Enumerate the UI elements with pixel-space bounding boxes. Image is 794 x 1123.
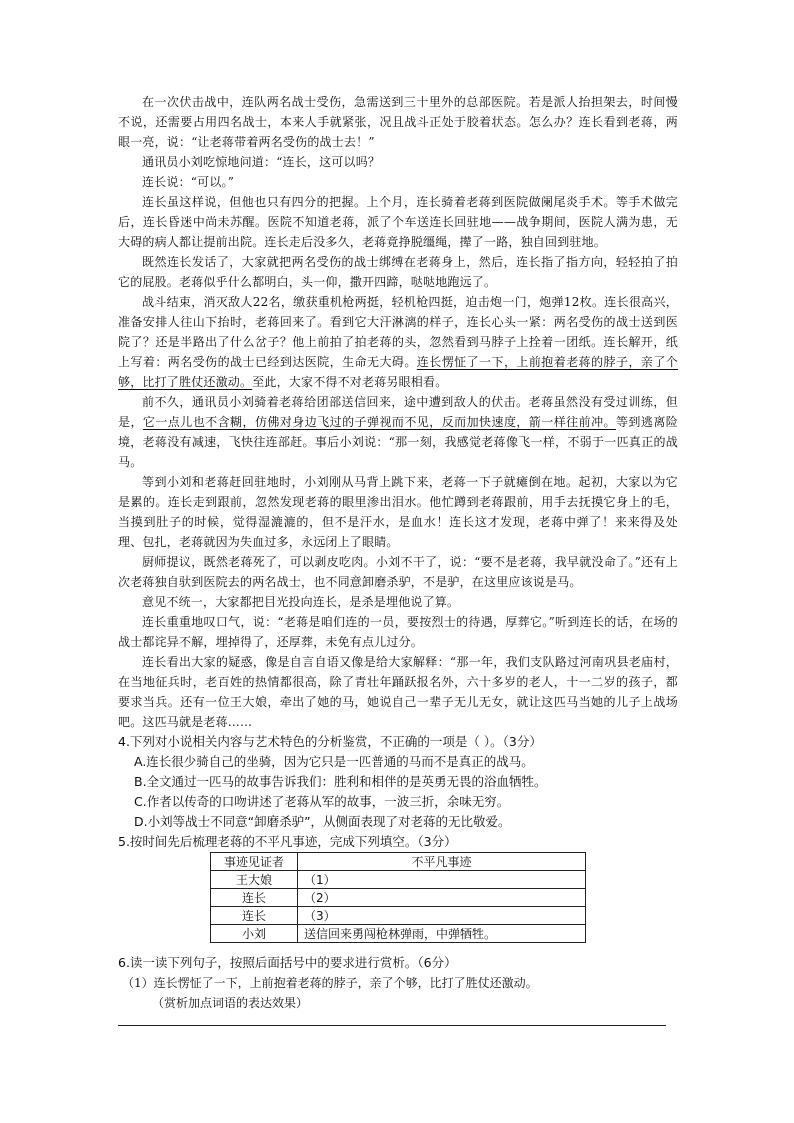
- question-stem: 6.读一读下列句子，按照后面括号中的要求进行赏析。（6分）: [118, 955, 457, 970]
- table-row: [211, 889, 586, 907]
- paragraph: 战斗结束，消灭敌人22名，缴获重机枪两挺，轻机枪四挺，迫击炮一门，炮弹12枚。连长很高兴，准备安排人往山下抬时，老蒋回来了。看到它大汗淋漓的样子，连长心头一紧：两名受伤的战士送到医院了？还是半路出了什么岔子？他上前拍了拍老蒋的头，忽然看到马脖子上拴着一团纸。连长解开，纸上写着：两名受伤的战士已经到达医院，生命无大碍。连长愣怔了一下，上前抱着老蒋的脖子，亲了个够，比打了胜仗还激动。至此，大家不得不对老蒋另眼相看。: [118, 295, 678, 389]
- instruction-hint: （赏析加点词语的表达效果）: [152, 996, 309, 1010]
- fill-table: [210, 852, 586, 943]
- table-cell: 连长: [211, 889, 298, 907]
- paragraph: 等到小刘和老蒋赶回驻地时，小刘刚从马背上跳下来，老蒋一下子就瘫倒在地。起初，大家以为它是累的。连长走到跟前，忽然发现老蒋的眼里渗出泪水。他忙蹲到老蒋跟前，用手去抚摸它身上的毛，当摸到肚子的时候，觉得湿漉漉的，但不是汗水，是血水！连长这才发现，老蒋中弹了！来来得及处理、包扎，老蒋就因为失血过多，永远闭上了眼睛。: [118, 475, 678, 549]
- paragraph: 前不久，通讯员小刘骑着老蒋给团部送信回来，途中遭到敌人的伏击。老蒋虽然没有受过训练，但是，它一点儿也不含糊，仿佛对身边飞过的子弹视而不见，反而加快速度，箭一样往前冲。等到逃离险境，老蒋没有减速，飞快往连部赶。事后小刘说：“那一刻，我感觉老蒋像飞一样，不弱于一匹真正的战马。: [118, 395, 678, 469]
- table-header: 不平凡事迹: [298, 853, 586, 871]
- paragraph: 意见不统一，大家都把目光投向连长，是杀是埋他说了算。: [142, 595, 460, 609]
- question-4: [118, 732, 678, 832]
- table-cell: （3）: [298, 907, 586, 925]
- option-d: D.小刘等战士不同意“卸磨杀驴”，从侧面表现了对老蒋的无比敬爱。: [134, 814, 511, 829]
- paragraph: 连长说：“可以。”: [142, 175, 235, 189]
- table-header-row: [211, 853, 586, 871]
- table-cell: 送信回来勇闯枪林弹雨，中弹牺牲。: [298, 925, 586, 943]
- table-cell: 王大娘: [211, 871, 298, 889]
- table-cell: 小刘: [211, 925, 298, 943]
- option-c: C.作者以传奇的口吻讲述了老蒋从军的故事，一波三折，余味无穷。: [134, 794, 510, 809]
- question-stem: 5.按时间先后梳理老蒋的不平凡事迹，完成下列填空。（3分）: [118, 834, 457, 849]
- table-cell: （2）: [298, 889, 586, 907]
- paragraph: 既然连长发话了，大家就把两名受伤的战士绑缚在老蒋身上，然后，连长指了指方向，轻轻拍了拍它的屁股。老蒋似乎什么都明白，头一仰，撒开四蹄，哒哒地跑远了。: [118, 255, 678, 289]
- exam-page: [118, 92, 678, 1026]
- quoted-sentence: （1）连长愣怔了一下，上前抱着老蒋的脖子，亲了个够，比打了胜仗还激动。: [122, 976, 538, 990]
- table-cell: （1）: [298, 871, 586, 889]
- table-header: 事迹见证者: [211, 853, 298, 871]
- paragraph: 连长重重地叹口气，说：“老蒋是咱们连的一员，要按烈士的待遇，厚葬它。”听到连长的话，在场的战士都诧异不解，埋掉得了，还厚葬，未免有点儿过分。: [118, 615, 678, 649]
- underlined-sentence: 它一点儿也不含糊，仿佛对身边飞过的子弹视而不见，反而加快速度，箭一样往前冲。: [142, 415, 616, 429]
- question-5: [118, 832, 678, 943]
- spacer: [118, 943, 678, 953]
- paragraph: 连长看出大家的疑惑，像是自言自语又像是给大家解释：“那一年，我们支队路过河南巩县老庙村，在当地征兵时，老百姓的热情都很高，除了青壮年踊跃报名外，六十多岁的老人，十一二岁的孩子，都要求当兵。还有一位王大娘，牵出了她的马，她说自己一辈子无儿无女，就让这匹马当她的儿子上战场吧。这匹马就是老蒋……: [118, 655, 678, 729]
- underlined-sentence: 连长愣怔了一下，上前抱着老蒋的脖子，亲了个够，比打了胜仗还激动。: [118, 355, 678, 389]
- paragraph: 厨师提议，既然老蒋死了，可以剥皮吃肉。小刘不干了，说：“要不是老蒋，我早就没命了。”还有上次老蒋独自驮到医院去的两名战士，也不同意卸磨杀驴，不是驴，在这里应该说是马。: [118, 555, 678, 589]
- option-b: B.全文通过一匹马的故事告诉我们：胜利和相伴的是英勇无畏的浴血牺牲。: [134, 774, 547, 789]
- table-row: [211, 871, 586, 889]
- option-a: A.连长很少骑自己的坐骑，因为它只是一匹普通的马而不是真正的战马。: [134, 754, 534, 769]
- table-cell: 连长: [211, 907, 298, 925]
- paragraph: 在一次伏击战中，连队两名战士受伤，急需送到三十里外的总部医院。若是派人抬担架去，时间慢不说，还需要占用四名战士，本来人手就紧张，况且战斗正处于胶着状态。怎么办？连长看到老蒋，两眼一亮，说：“让老蒋带着两名受伤的战士去！”: [118, 95, 678, 149]
- question-stem: 4.下列对小说相关内容与艺术特色的分析鉴赏，不正确的一项是（ ）。（3分）: [118, 734, 542, 749]
- question-6: [118, 953, 678, 1026]
- story-text: [118, 92, 678, 732]
- table-row: [211, 907, 586, 925]
- answer-line[interactable]: [118, 1025, 666, 1026]
- paragraph: 通讯员小刘吃惊地问道：“连长，这可以吗？: [142, 155, 381, 169]
- table-row: [211, 925, 586, 943]
- paragraph: 连长虽这样说，但他也只有四分的把握。上个月，连长骑着老蒋到医院做阑尾炎手术。等手术做完后，连长昏迷中尚未苏醒。医院不知道老蒋，派了个车送连长回驻地——战争期间，医院人满为患，无大碍的病人都让提前出院。连长走后没多久，老蒋竟挣脱缰绳，撵了一路，独自回到驻地。: [118, 195, 678, 249]
